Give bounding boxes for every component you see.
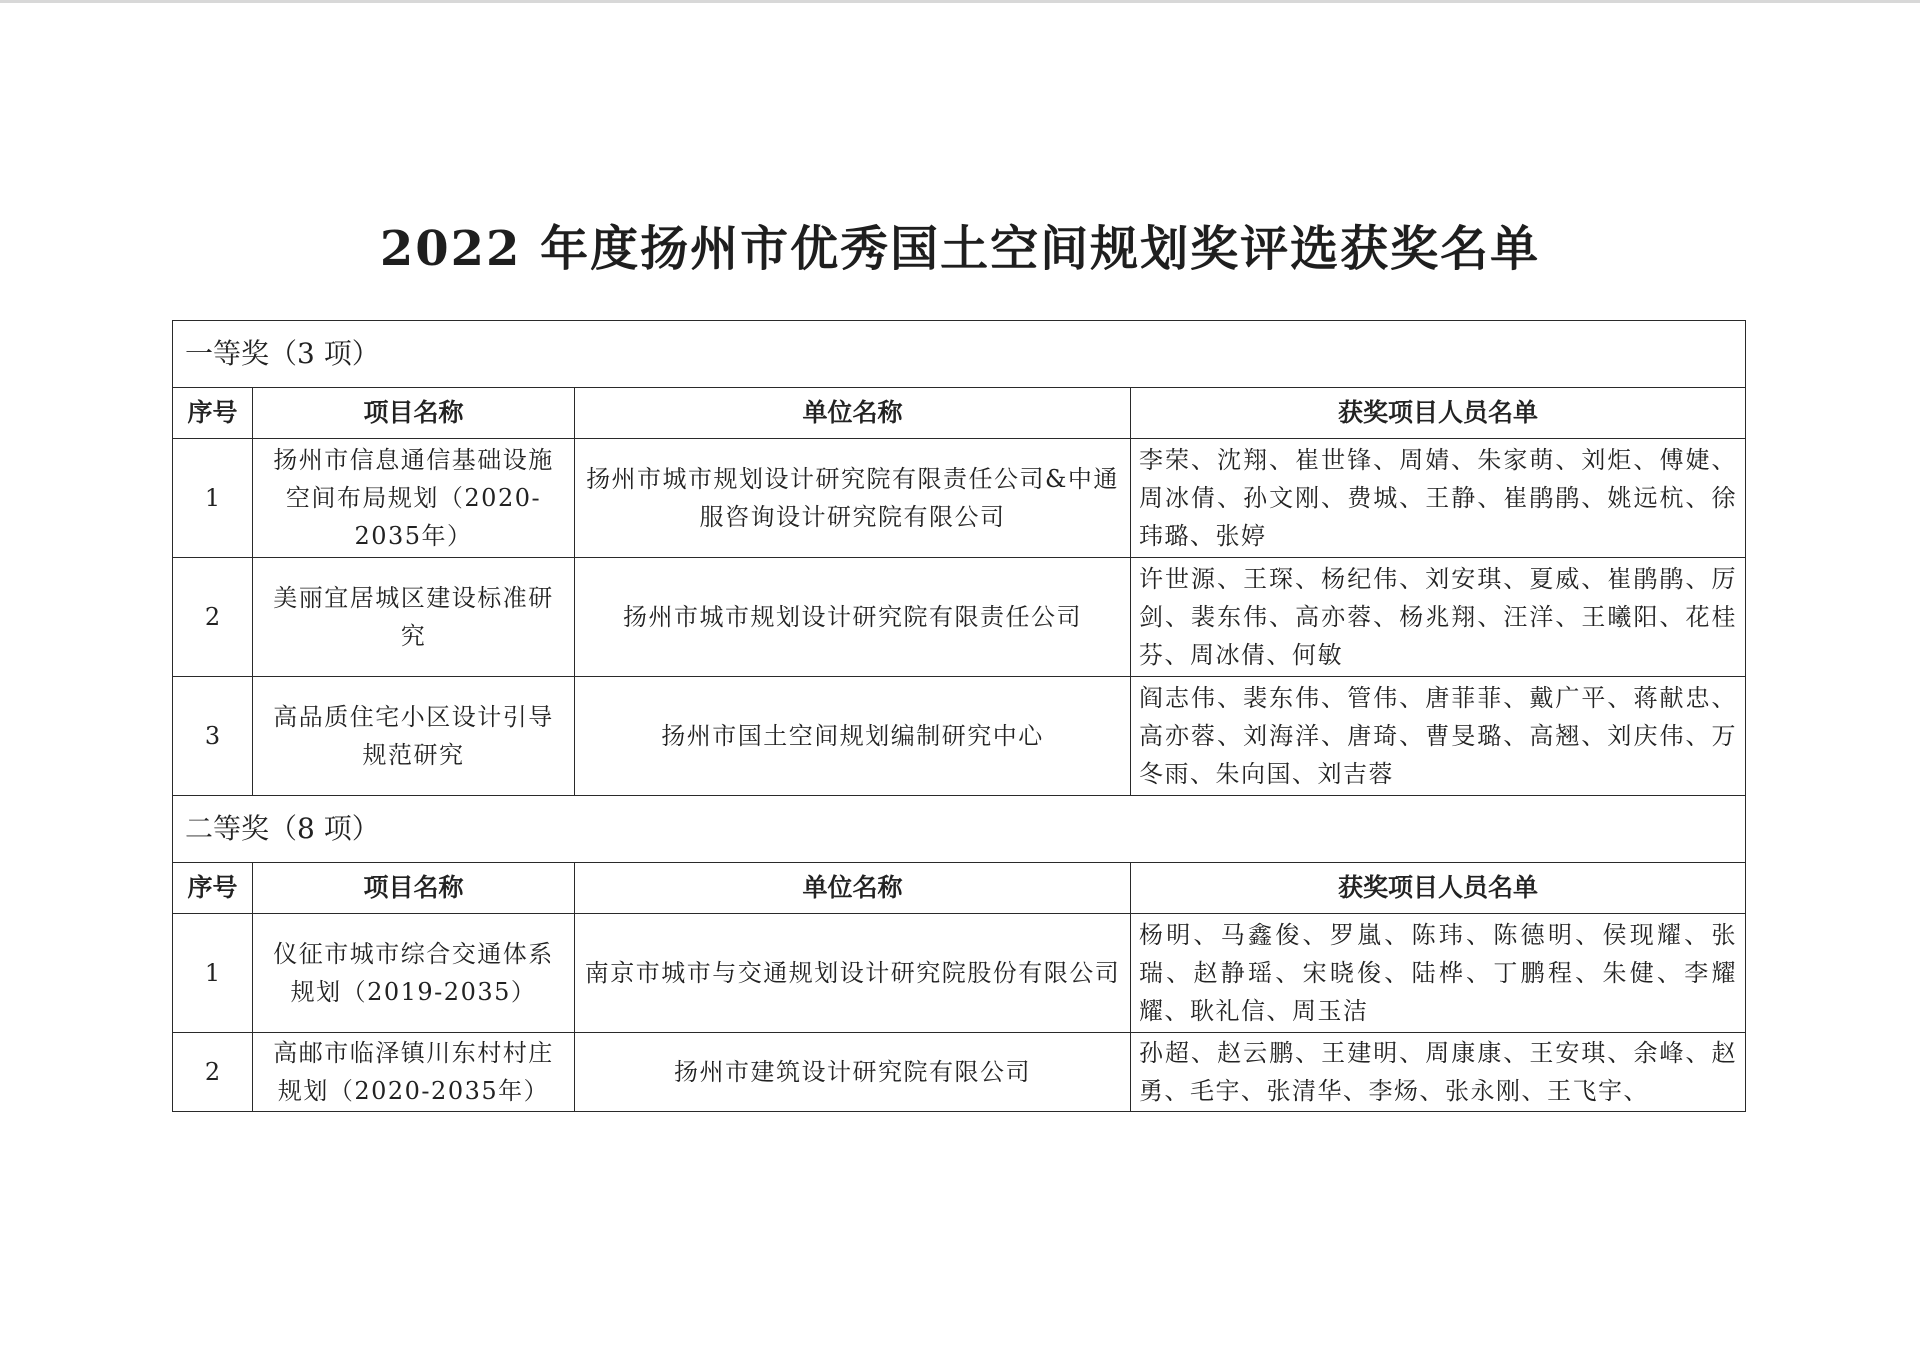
cell-people: 李荣、沈翔、崔世锋、周婧、朱家萌、刘炬、傅婕、周冰倩、孙文刚、费城、王静、崔鹃鹃、姚远杭、徐玮璐、张婷 bbox=[1131, 439, 1746, 558]
cell-project: 高邮市临泽镇川东村村庄规划（2020-2035年） bbox=[253, 1033, 575, 1112]
header-project: 项目名称 bbox=[253, 863, 575, 914]
cell-people: 阎志伟、裴东伟、管伟、唐菲菲、戴广平、蒋献忠、高亦蓉、刘海洋、唐琦、曹旻璐、高翘、刘庆伟、万冬雨、朱向国、刘吉蓉 bbox=[1131, 677, 1746, 796]
scan-top-edge bbox=[0, 0, 1920, 3]
section-second-prize bbox=[173, 796, 1746, 863]
cell-people: 孙超、赵云鹏、王建明、周康康、王安琪、余峰、赵勇、毛宇、张清华、李炀、张永刚、王飞宇、 bbox=[1131, 1033, 1746, 1112]
cell-people: 许世源、王琛、杨纪伟、刘安琪、夏威、崔鹃鹃、厉剑、裴东伟、高亦蓉、杨兆翔、汪洋、王曦阳、花桂芬、周冰倩、何敏 bbox=[1131, 558, 1746, 677]
header-seq: 序号 bbox=[173, 388, 253, 439]
cell-project: 扬州市信息通信基础设施空间布局规划（2020-2035年） bbox=[253, 439, 575, 558]
cell-unit: 扬州市城市规划设计研究院有限责任公司 bbox=[575, 558, 1131, 677]
cell-people: 杨明、马鑫俊、罗嵐、陈玮、陈德明、侯现耀、张瑞、赵静瑶、宋晓俊、陆桦、丁鹏程、朱健、李耀耀、耿礼信、周玉洁 bbox=[1131, 914, 1746, 1033]
cell-unit: 扬州市城市规划设计研究院有限责任公司&中通服咨询设计研究院有限公司 bbox=[575, 439, 1131, 558]
header-project: 项目名称 bbox=[253, 388, 575, 439]
table-header bbox=[173, 863, 1746, 914]
cell-unit: 扬州市国土空间规划编制研究中心 bbox=[575, 677, 1131, 796]
cell-seq: 2 bbox=[173, 558, 253, 677]
cell-seq: 1 bbox=[173, 439, 253, 558]
table-header bbox=[173, 388, 1746, 439]
section-heading: 一等奖（3 项） bbox=[173, 321, 1746, 388]
table-row bbox=[173, 677, 1746, 796]
header-people: 获奖项目人员名单 bbox=[1131, 388, 1746, 439]
header-people: 获奖项目人员名单 bbox=[1131, 863, 1746, 914]
cell-project: 高品质住宅小区设计引导规范研究 bbox=[253, 677, 575, 796]
table-row bbox=[173, 1033, 1746, 1112]
table-row bbox=[173, 558, 1746, 677]
header-unit: 单位名称 bbox=[575, 863, 1131, 914]
award-table bbox=[172, 320, 1746, 1112]
header-unit: 单位名称 bbox=[575, 388, 1131, 439]
table-row bbox=[173, 914, 1746, 1033]
section-heading: 二等奖（8 项） bbox=[173, 796, 1746, 863]
header-seq: 序号 bbox=[173, 863, 253, 914]
table-row bbox=[173, 439, 1746, 558]
cell-project: 美丽宜居城区建设标准研究 bbox=[253, 558, 575, 677]
cell-unit: 扬州市建筑设计研究院有限公司 bbox=[575, 1033, 1131, 1112]
section-first-prize bbox=[173, 321, 1746, 388]
cell-seq: 2 bbox=[173, 1033, 253, 1112]
cell-seq: 1 bbox=[173, 914, 253, 1033]
cell-seq: 3 bbox=[173, 677, 253, 796]
document-title: 2022 年度扬州市优秀国土空间规划奖评选获奖名单 bbox=[379, 221, 1541, 277]
cell-unit: 南京市城市与交通规划设计研究院股份有限公司 bbox=[575, 914, 1131, 1033]
cell-project: 仪征市城市综合交通体系规划（2019-2035） bbox=[253, 914, 575, 1033]
